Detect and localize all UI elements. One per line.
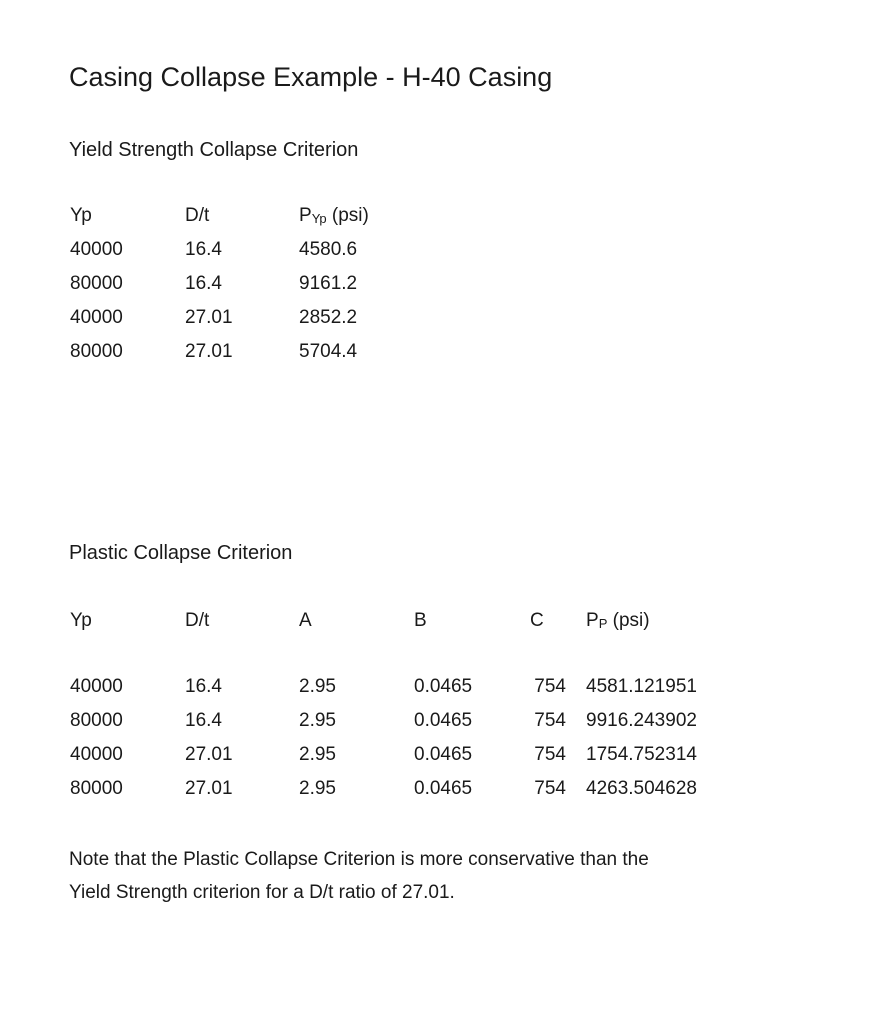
cell-c: 754 — [534, 778, 566, 799]
note-line-2: Yield Strength criterion for a D/t ratio of 27.01. — [69, 882, 455, 903]
cell-b: 0.0465 — [414, 744, 473, 765]
header-pyp — [299, 205, 369, 227]
cell-pp: 4581.121951 — [586, 676, 697, 697]
header-pyp-unit: (psi) — [326, 205, 369, 226]
cell-yp: 80000 — [70, 778, 123, 799]
cell-dt: 27.01 — [185, 778, 233, 799]
table-row — [0, 778, 887, 808]
header-a: A — [299, 610, 312, 631]
table-row — [0, 710, 887, 740]
cell-b: 0.0465 — [414, 778, 473, 799]
cell-a: 2.95 — [299, 778, 336, 799]
cell-dt: 16.4 — [185, 676, 222, 697]
cell-pp: 4263.504628 — [586, 778, 697, 799]
table-row — [0, 273, 887, 303]
header-pp-unit: (psi) — [607, 610, 650, 631]
table-row — [0, 307, 887, 337]
table-row — [0, 676, 887, 706]
table-row — [0, 239, 887, 269]
cell-c: 754 — [534, 744, 566, 765]
note-line-1: Note that the Plastic Collapse Criterion is more conservative than the — [69, 849, 649, 870]
header-pp-sub: P — [598, 616, 608, 631]
cell-a: 2.95 — [299, 744, 336, 765]
cell-dt: 27.01 — [185, 744, 233, 765]
page-title: Casing Collapse Example - H-40 Casing — [69, 62, 553, 92]
header-pp — [586, 610, 650, 632]
header-dt: D/t — [185, 205, 210, 226]
cell-c: 754 — [534, 710, 566, 731]
plastic-table-header — [0, 610, 887, 640]
yield-table-header — [0, 205, 887, 235]
cell-pyp: 4580.6 — [299, 239, 358, 260]
cell-a: 2.95 — [299, 676, 336, 697]
table-row — [0, 341, 887, 371]
cell-yp: 40000 — [70, 307, 123, 328]
cell-pp: 1754.752314 — [586, 744, 697, 765]
cell-yp: 80000 — [70, 273, 123, 294]
cell-yp: 40000 — [70, 676, 123, 697]
header-pyp-main: P — [299, 205, 312, 226]
header-pyp-sub: Yp — [311, 211, 327, 226]
cell-dt: 27.01 — [185, 341, 233, 362]
cell-dt: 27.01 — [185, 307, 233, 328]
cell-b: 0.0465 — [414, 676, 473, 697]
header-pp-main: P — [586, 610, 599, 631]
cell-c: 754 — [534, 676, 566, 697]
cell-yp: 40000 — [70, 744, 123, 765]
cell-a: 2.95 — [299, 710, 336, 731]
cell-dt: 16.4 — [185, 710, 222, 731]
cell-pyp: 5704.4 — [299, 341, 358, 362]
header-b: B — [414, 610, 427, 631]
header-yp: Yp — [70, 205, 92, 226]
cell-yp: 80000 — [70, 710, 123, 731]
table-row — [0, 744, 887, 774]
cell-yp: 80000 — [70, 341, 123, 362]
cell-b: 0.0465 — [414, 710, 473, 731]
header-dt: D/t — [185, 610, 210, 631]
plastic-section-heading: Plastic Collapse Criterion — [69, 542, 293, 564]
yield-section-heading: Yield Strength Collapse Criterion — [69, 139, 359, 161]
header-c: C — [530, 610, 544, 631]
cell-dt: 16.4 — [185, 273, 222, 294]
cell-dt: 16.4 — [185, 239, 222, 260]
cell-yp: 40000 — [70, 239, 123, 260]
note-paragraph — [69, 843, 649, 909]
cell-pyp: 2852.2 — [299, 307, 358, 328]
header-yp: Yp — [70, 610, 92, 631]
cell-pyp: 9161.2 — [299, 273, 358, 294]
cell-pp: 9916.243902 — [586, 710, 697, 731]
